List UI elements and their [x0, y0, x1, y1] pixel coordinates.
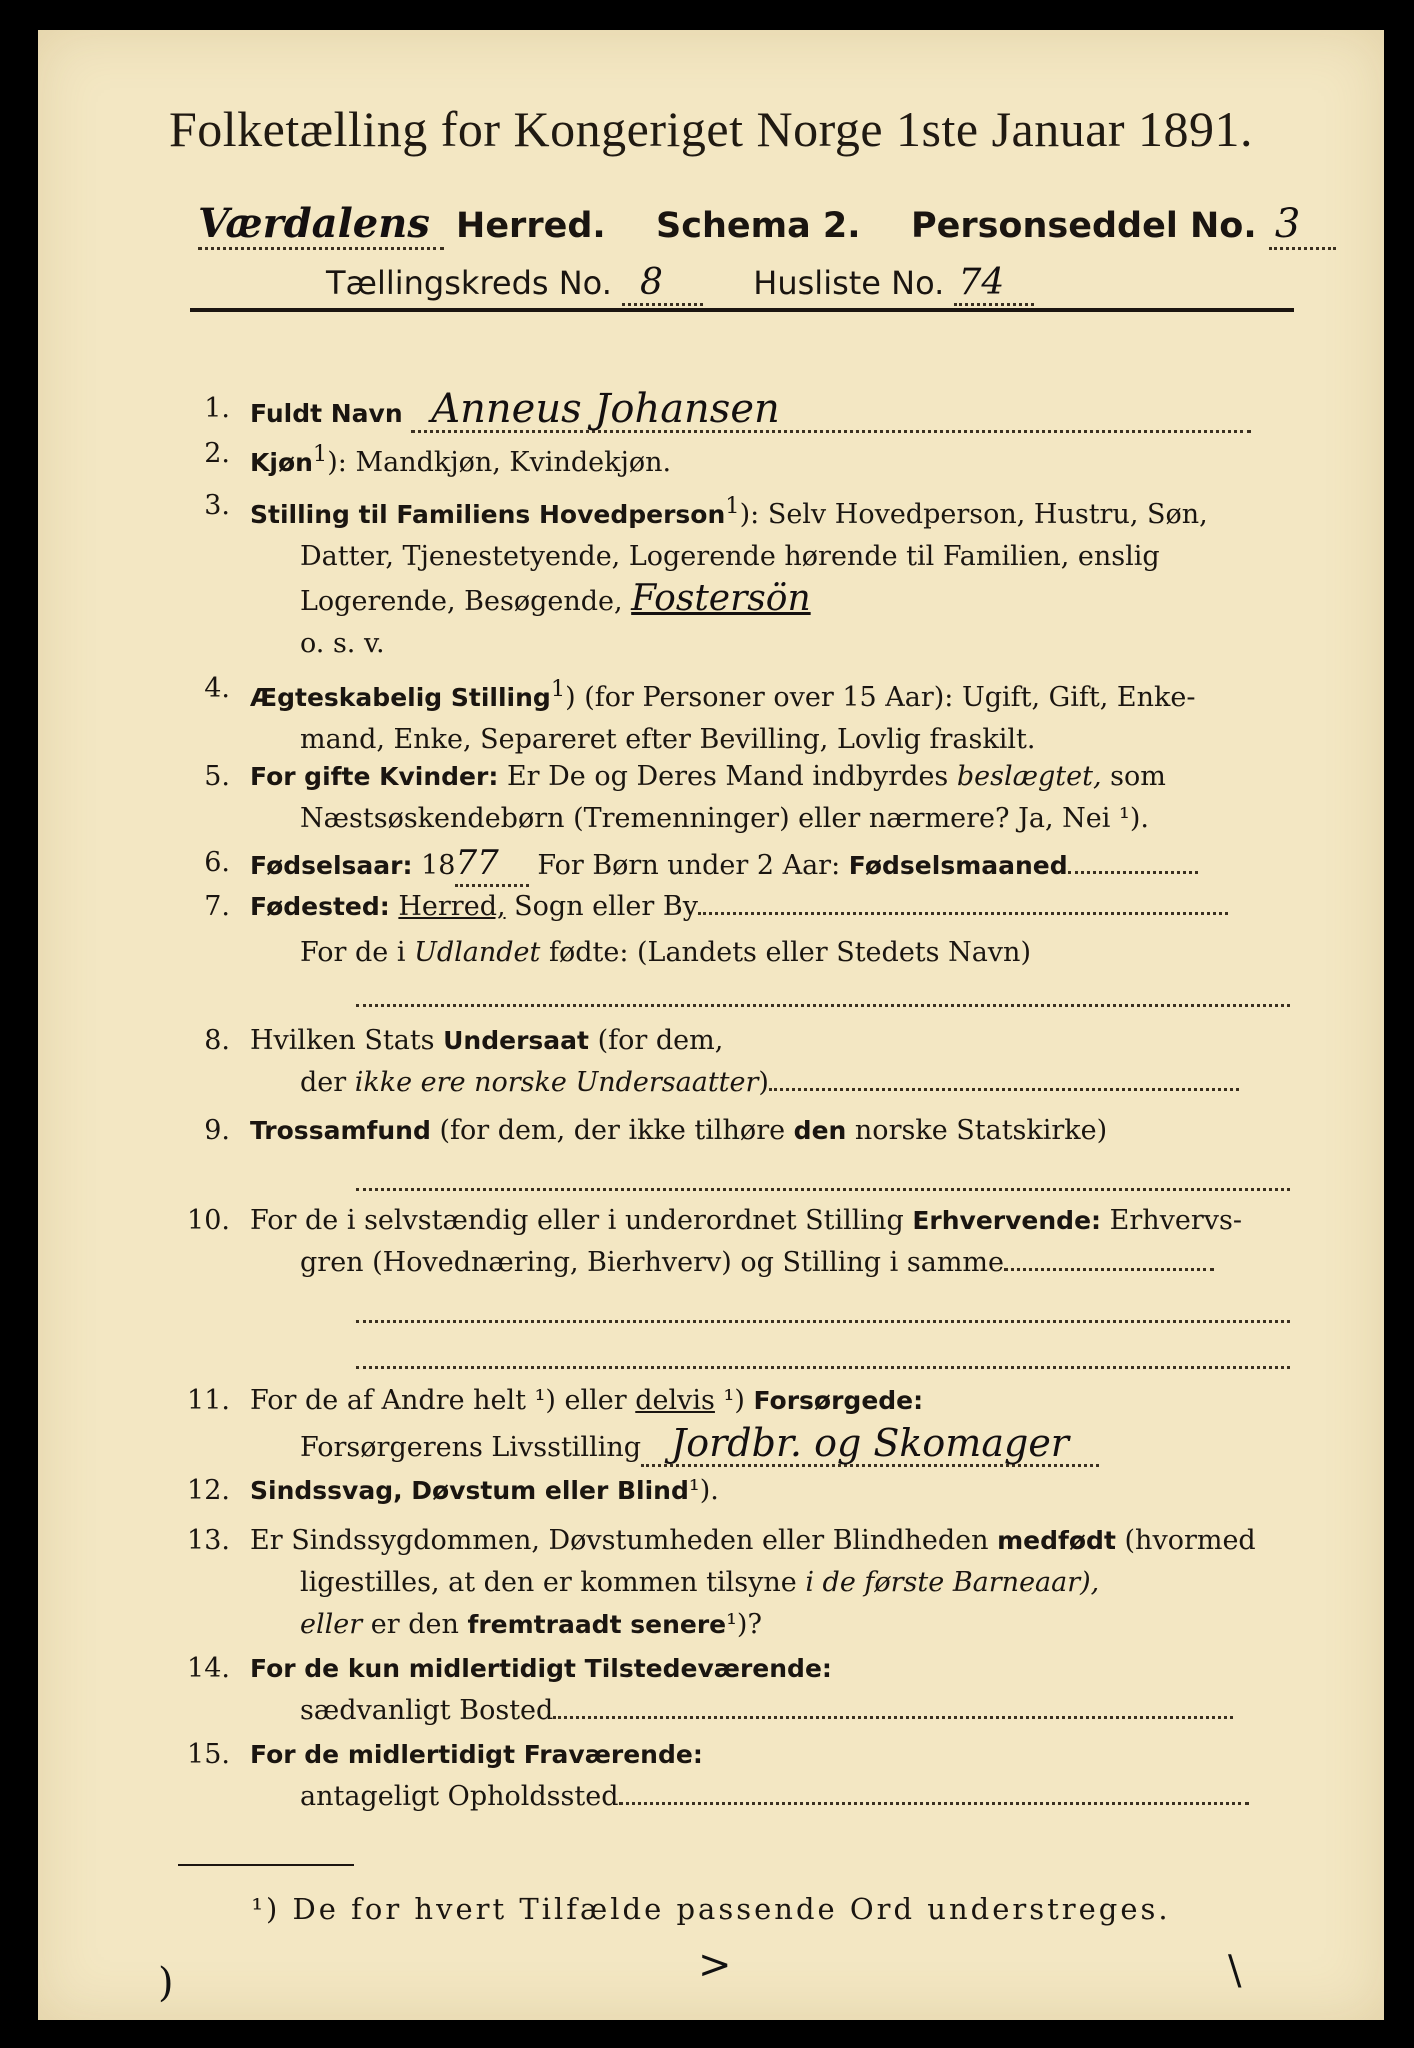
provider-occupation-answer: Jordbr. og Skomager [641, 1422, 1099, 1467]
header-line-kreds [326, 262, 1034, 306]
marital-status-label: Ægteskabelig Stilling [250, 683, 551, 712]
religion-label: Trossamfund [250, 1116, 431, 1145]
personseddel-label: Personseddel No. [910, 206, 1257, 246]
full-name-answer: Anneus Johansen [411, 388, 1251, 433]
citizenship-text-3: der [300, 1067, 347, 1098]
occupation-answer-line-1 [356, 1320, 1290, 1323]
sex-label: Kjøn [250, 448, 313, 477]
congenital-text-4: er den [370, 1609, 459, 1640]
question-number: 10. [187, 1205, 230, 1236]
dependent-label: Forsørgede: [753, 1386, 924, 1415]
religion-text-2: norske Statskirke) [854, 1115, 1108, 1146]
question-number: 9. [204, 1115, 230, 1146]
birthplace-herred: Herred, [398, 891, 506, 922]
question-number: 11. [187, 1385, 230, 1416]
question-number: 6. [204, 847, 230, 878]
personseddel-number: 3 [1269, 201, 1336, 250]
kreds-number: 8 [622, 262, 703, 306]
later-onset-footnote-ref: ¹)? [726, 1609, 762, 1640]
congenital-text-italic-2: eller [300, 1609, 363, 1640]
sex-options: ): Mandkjøn, Kvindekjøn. [327, 447, 672, 478]
married-women-label: gifte Kvinder: [304, 762, 499, 791]
occupation-answer-line-2 [356, 1366, 1290, 1369]
family-position-label: Stilling til Familiens Hovedperson [250, 500, 726, 529]
abroad-text-2: fødte: (Landets eller Stedets Navn) [548, 937, 1031, 968]
birth-year-label: Fødselsaar: [250, 851, 413, 880]
disability-label: Sindssvag, Døvstum eller Blind [250, 1476, 689, 1505]
birth-month-text: For Børn under 2 Aar: [537, 850, 841, 881]
husliste-number: 74 [954, 262, 1034, 306]
married-women-text-italic: beslægtet, [956, 761, 1102, 792]
question-number: 7. [204, 891, 230, 922]
footnote-divider [178, 1864, 354, 1866]
married-women-text-2: som [1110, 761, 1166, 792]
husliste-label: Husliste No. [753, 264, 945, 302]
question-number: 5. [204, 761, 230, 792]
religion-text-bold: den [793, 1116, 847, 1145]
osv-text: o. s. v. [300, 628, 385, 659]
family-position-options-2: Datter, Tjenestetyende, Logerende hørende til Familien, enslig [300, 541, 1160, 572]
full-name-label: Fuldt Navn [250, 399, 403, 428]
congenital-text: Er Sindssygdommen, Døvstumheden eller Blindheden [250, 1525, 989, 1556]
question-number: 4. [204, 673, 230, 704]
congenital-label: medfødt [997, 1526, 1116, 1555]
kreds-label: Tællingskreds No. [326, 264, 612, 302]
congenital-text-2: (hvormed [1124, 1525, 1256, 1556]
form-title: Folketælling for Kongeriget Norge 1ste Januar 1891. [168, 101, 1254, 157]
birth-year-answer: 77 [455, 842, 528, 887]
provider-occupation-text: Forsørgerens Livsstilling [300, 1432, 642, 1463]
question-number: 8. [204, 1025, 230, 1056]
family-position-options: ): Selv Hovedperson, Hustru, Søn, [739, 499, 1208, 530]
dependent-text: For de af Andre helt ¹) eller [250, 1385, 627, 1416]
congenital-text-3: ligestilles, at den er kommen tilsyne [300, 1567, 797, 1598]
margin-mark-left: ) [158, 1960, 174, 2006]
married-women-text: Er De og Deres Mand indbyrdes [506, 761, 949, 792]
citizenship-text-2: (for dem, [597, 1025, 724, 1056]
footnote-ref: 1 [312, 441, 328, 467]
occupation-label: Erhvervende: [912, 1206, 1102, 1235]
occupation-text-2: Erhvervs- [1109, 1205, 1243, 1236]
birthplace-text: Sogn eller By [514, 891, 698, 922]
birthplace-abroad-line [356, 1004, 1290, 1007]
header-line-herred [198, 200, 1336, 250]
question-number: 12. [187, 1475, 230, 1506]
header-divider [190, 308, 1294, 312]
marital-status-options-2: mand, Enke, Separeret efter Bevilling, Lovlig fraskilt. [300, 724, 1036, 755]
herred-label: Herred. [456, 206, 606, 246]
birth-year-prefix: 18 [421, 850, 456, 881]
occupation-text: For de i selvstændig eller i underordnet Stilling [250, 1205, 904, 1236]
citizenship-label: Undersaat [443, 1026, 589, 1055]
married-women-label-a: For [250, 762, 296, 791]
margin-mark-center: > [698, 1942, 732, 1988]
dependent-footnote-ref: ¹) [714, 1385, 745, 1416]
later-onset-label: fremtraadt senere [467, 1610, 727, 1639]
question-number: 15. [187, 1739, 230, 1770]
footnote: ¹) De for hvert Tilfælde passende Ord understreges. [251, 1892, 1171, 1926]
citizenship-text-1: Hvilken Stats [250, 1025, 435, 1056]
question-number: 2. [204, 438, 230, 469]
occupation-text-3: gren (Hovednæring, Bierhverv) og Stilling i samme [300, 1247, 1005, 1278]
herred-name-handwritten: Værdalens [198, 200, 444, 250]
usual-residence-text: sædvanligt Bosted [300, 1695, 554, 1726]
question-number: 1. [204, 393, 230, 424]
schema-label: Schema 2. [656, 206, 861, 246]
religion-answer-line [356, 1188, 1290, 1191]
temporary-present-label: For de kun midlertidigt Tilstedeværende: [250, 1654, 832, 1683]
abroad-text-italic: Udlandet [414, 937, 541, 968]
census-form-sheet: Folketælling for Kongeriget Norge 1ste Januar 1891. Værdalens Herred. Schema 2. Personseddel No. 3 Tællingskreds No. 8 Husliste No. 74 1. Fuldt Navn Anneus Johansen 2. Kjøn$^1$): Mandkjøn, Kvindekjøn. 3. Stilling til Familiens Hovedperson$^1$): Selv Hovedperson, Hustru, Søn, Datter, Tjenestetyende, Logerende hørende til Familien, enslig Logerende, Besøgende, Fostersön o. s. v. 4. Ægteskabelig Stilling$^1$) (for Personer over 15 Aar): Ugift, Gift, Enke- mand, Enke, Separeret efter Bevilling, Lovlig fraskilt. 5. For gifte Kvinder: Er De og Deres Mand indbyrdes beslægtet, som Næstsøskendebørn (Tremenninger) eller nærmere? Ja, Nei ¹). 6. Fødselsaar: 1877 For Børn under 2 Aar: Fødselsmaaned 7. Fødested: Herred, Sogn eller By For de i Udlandet fødte: (Landets eller Stedets Navn) 8. Hvilken Stats Undersaat (for dem, der ikke ere norske Undersaatter) 9. Trossamfund (for dem, der ikke tilhøre den norske Statskirke) 10. For de i selvstændig eller i underordnet Stilling Erhvervende: Erhvervs- gren (Hovednæring, Bierhverv) og Stilling i samme 11. For de af Andre helt ¹) eller delvis ¹) Forsørgede: Forsørgerens Livsstilling Jordbr. og Skomager 12. Sindssvag, Døvstum eller Blind¹). 13. Er Sindssygdommen, Døvstumheden eller Blindheden medfødt (hvormed ligestilles, at den er kommen tilsyne i de første Barneaar), eller er den fremtraadt senere¹)? 14. For de kun midlertidigt Tilstedeværende: sædvanligt Bosted 15. For de midlertidigt Fraværende: antageligt Opholdssted ¹) De for hvert Tilfælde passende Ord understreges. ) > \ [38, 30, 1384, 2020]
congenital-text-italic: i de første Barneaar), [805, 1567, 1100, 1598]
marital-status-options: ) (for Personer over 15 Aar): Ugift, Gift, Enke- [565, 682, 1196, 713]
citizenship-text-italic: ikke ere norske Undersaatter [354, 1067, 759, 1098]
married-women-text-3: Næstsøskendebørn (Tremenninger) eller nærmere? Ja, Nei ¹). [300, 803, 1149, 834]
question-number: 13. [187, 1525, 230, 1556]
margin-mark-right: \ [1228, 1948, 1242, 1994]
dependent-delvis: delvis [635, 1385, 715, 1416]
religion-text: (for dem, der ikke tilhøre [439, 1115, 786, 1146]
birthplace-label: Fødested: [250, 892, 390, 921]
probable-location-text: antageligt Opholdssted [300, 1781, 619, 1812]
disability-footnote-ref: ¹). [688, 1475, 719, 1506]
birth-month-label: Fødselsmaaned [848, 851, 1068, 880]
family-position-options-3: Logerende, Besøgende, [300, 586, 623, 617]
family-position-answer: Fostersön [631, 578, 811, 619]
question-number: 3. [204, 490, 230, 521]
abroad-text-1: For de i [300, 937, 406, 968]
temporary-absent-label: For de midlertidigt Fraværende: [250, 1740, 703, 1769]
question-number: 14. [187, 1653, 230, 1684]
